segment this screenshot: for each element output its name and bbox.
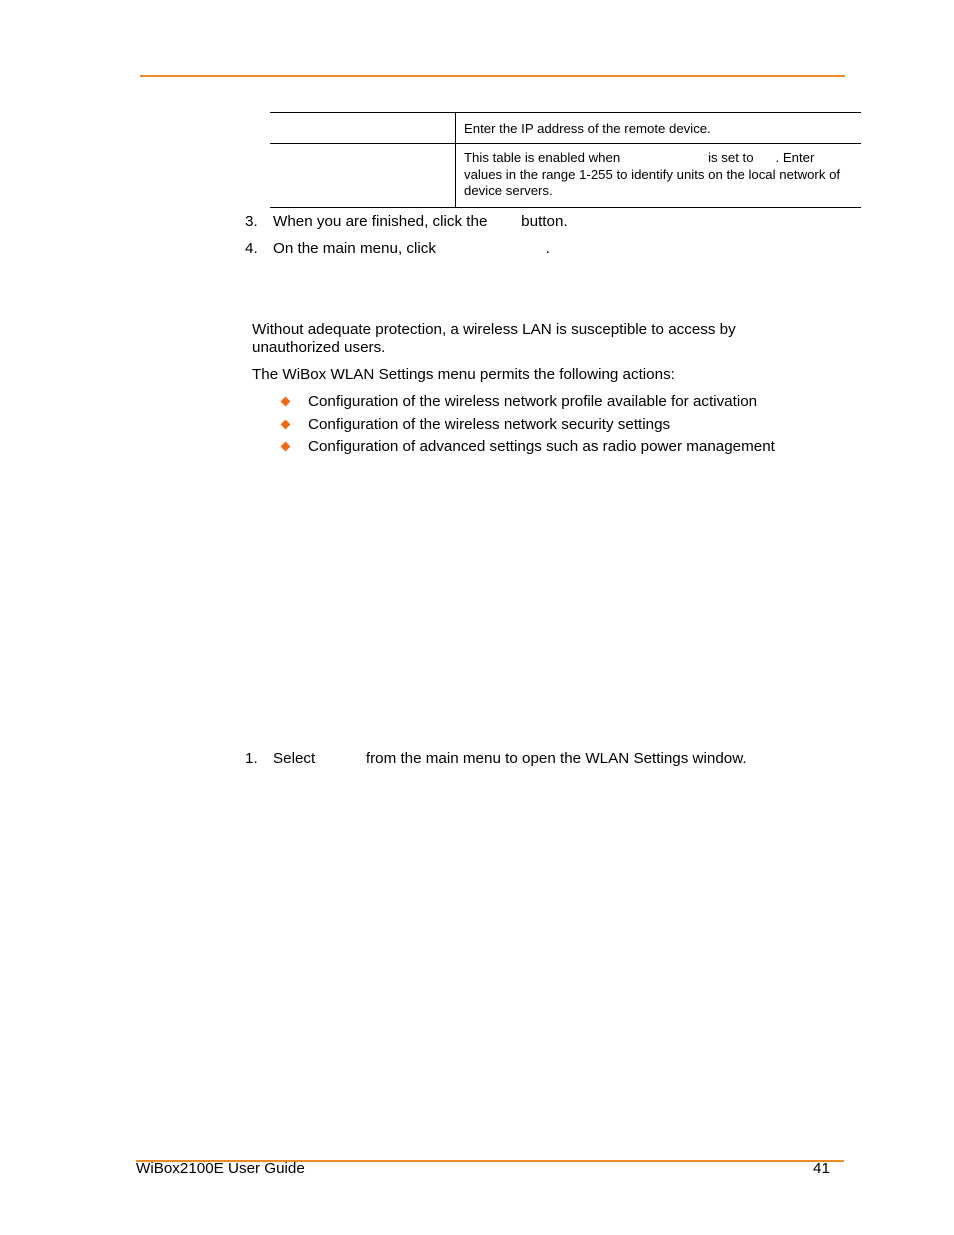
footer-title: WiBox2100E User Guide bbox=[136, 1160, 305, 1177]
diamond-bullet-icon bbox=[281, 442, 291, 452]
step-number: 1. bbox=[245, 750, 258, 767]
table-cell-label bbox=[270, 144, 456, 208]
table-cell-label bbox=[270, 113, 456, 144]
settings-table bbox=[270, 112, 861, 208]
page-number: 41 bbox=[813, 1160, 830, 1177]
table-row bbox=[270, 113, 861, 144]
bullet-item: Configuration of advanced settings such as radio power management bbox=[308, 438, 775, 455]
diamond-bullet-icon bbox=[281, 397, 291, 407]
step-text: Select from the main menu to open the WLAN Settings window. bbox=[273, 750, 747, 767]
step-text: When you are finished, click the button. bbox=[273, 213, 568, 230]
intro-paragraph: The WiBox WLAN Settings menu permits the following actions: bbox=[252, 366, 675, 383]
intro-paragraph-line: unauthorized users. bbox=[252, 339, 386, 356]
table-cell-description: Enter the IP address of the remote device. bbox=[456, 113, 862, 144]
diamond-bullet-icon bbox=[281, 420, 291, 430]
table-row bbox=[270, 144, 861, 208]
header-rule bbox=[140, 75, 845, 77]
step-number: 4. bbox=[245, 240, 258, 257]
bullet-item: Configuration of the wireless network profile available for activation bbox=[308, 393, 758, 410]
step-number: 3. bbox=[245, 213, 258, 230]
bullet-item: Configuration of the wireless network security settings bbox=[308, 416, 671, 433]
table-cell-description: This table is enabled when is set to . Enter values in the range 1-255 to identify units on the local network of device servers. bbox=[456, 144, 862, 208]
intro-paragraph-line: Without adequate protection, a wireless LAN is susceptible to access by bbox=[252, 321, 736, 338]
step-text: On the main menu, click . bbox=[273, 240, 550, 257]
